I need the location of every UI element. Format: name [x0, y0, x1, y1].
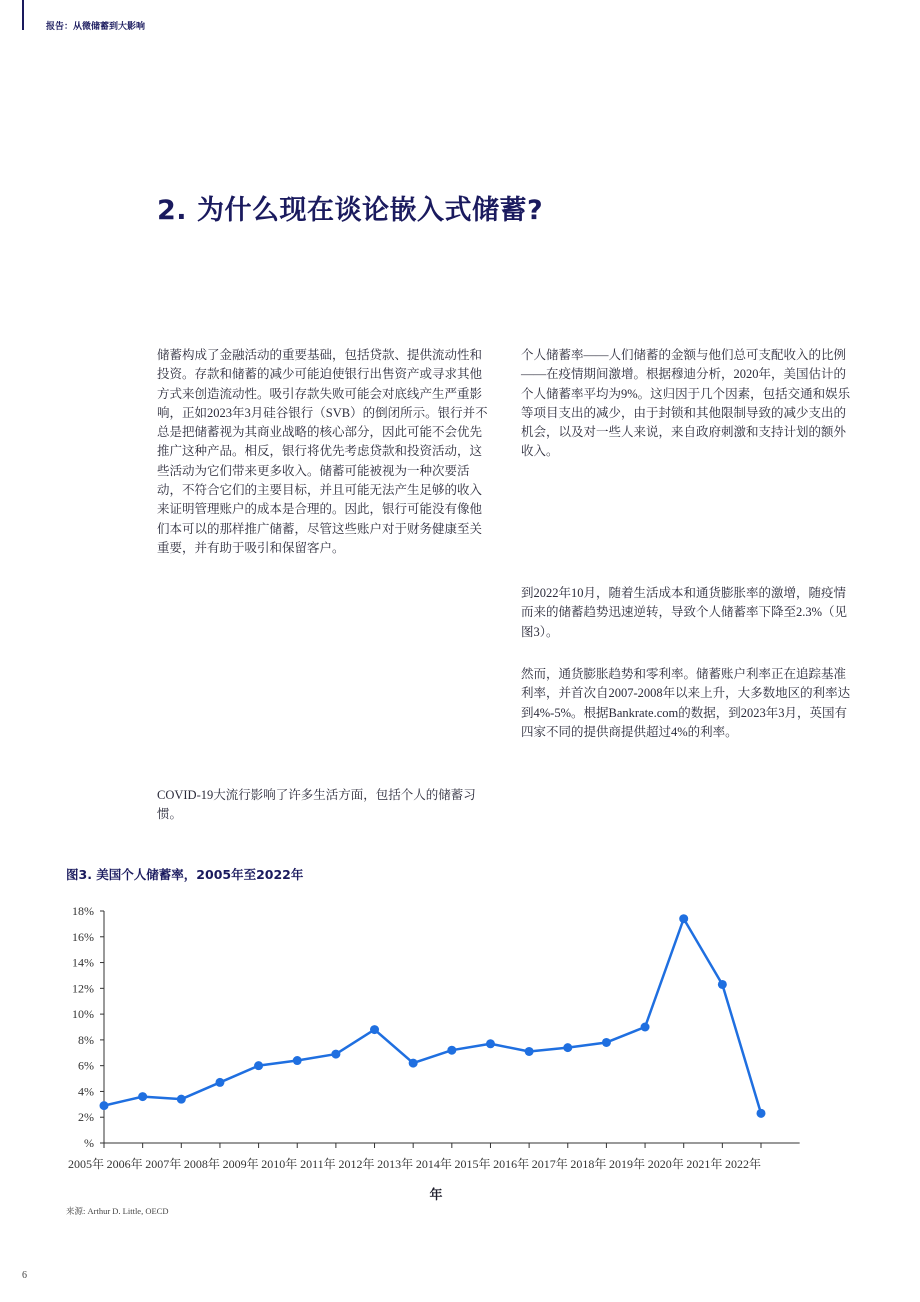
x-tick-label: 2022年 — [724, 1157, 762, 1171]
x-tick-label: 2007年 — [145, 1157, 182, 1171]
y-tick-label: 2% — [78, 1110, 94, 1125]
data-point — [215, 1078, 224, 1087]
y-tick-label: 16% — [72, 929, 94, 944]
data-point — [718, 980, 727, 989]
data-point — [525, 1047, 534, 1056]
y-tick-label: 6% — [78, 1058, 94, 1073]
x-tick-label: 2013年 — [377, 1157, 414, 1171]
report-header-title: 报告：从微储蓄到大影响 — [46, 22, 146, 32]
x-tick-label: 2015年 — [454, 1157, 491, 1171]
y-tick-label: % — [84, 1136, 94, 1150]
x-tick-label: 2012年 — [338, 1157, 375, 1171]
savings-rate-chart — [0, 895, 920, 1205]
data-point — [563, 1043, 572, 1052]
x-tick-label: 2014年 — [415, 1157, 452, 1171]
figure-source: 来源: Arthur D. Little, OECD — [66, 1206, 169, 1216]
data-point — [679, 914, 688, 923]
section-title: 2. 为什么现在谈论嵌入式储蓄? — [157, 195, 544, 226]
y-tick-label: 8% — [78, 1032, 94, 1047]
data-point — [254, 1061, 263, 1070]
data-point — [486, 1039, 495, 1048]
x-tick-label: 2018年 — [570, 1157, 607, 1171]
body-paragraph-left-1: 储蓄构成了金融活动的重要基础，包括贷款、提供流动性和投资。存款和储蓄的减少可能迫使银行出售资产或寻求其他方式来创造流动性。吸引存款失败可能会对底线产生严重影响，正如2023年3月硅谷银行（SVB）的倒闭所示。银行并不总是把储蓄视为其商业战略的核心部分，因此可能不会优先推广这种产品。相反，银行将优先考虑贷款和投资活动，这些活动为它们带来更多收入。储蓄可能被视为一种次要活动，不符合它们的主要目标，并且可能无法产生足够的收入来证明管理账户的成本是合理的。因此，银行可能没有像他们本可以的那样推广储蓄，尽管这些账户对于财务健康至关重要，并有助于吸引和保留客户。 — [157, 348, 488, 555]
body-paragraph-left-2: COVID-19大流行影响了许多生活方面，包括个人的储蓄习惯。 — [157, 788, 476, 822]
y-tick-label: 14% — [72, 955, 94, 970]
x-axis-title: 年 — [429, 1188, 443, 1203]
x-tick-label: 2016年 — [493, 1157, 530, 1171]
x-tick-label: 2006年 — [106, 1157, 143, 1171]
data-point — [641, 1023, 650, 1032]
x-tick-label: 2010年 — [261, 1157, 298, 1171]
data-point — [370, 1025, 379, 1034]
y-tick-label: 10% — [72, 1007, 94, 1022]
data-point — [602, 1038, 611, 1047]
data-point — [757, 1109, 766, 1118]
y-axis — [72, 904, 104, 1150]
x-tick-label: 2011年 — [300, 1157, 336, 1171]
data-point — [100, 1101, 109, 1110]
data-point — [138, 1092, 147, 1101]
y-tick-label: 4% — [78, 1084, 94, 1099]
body-paragraph-right-2: 到2022年10月，随着生活成本和通货膨胀率的激增，随疫情而来的储蓄趋势迅速逆转，导致个人储蓄率下降至2.3%（见图3）。 — [521, 586, 848, 639]
x-tick-label: 2009年 — [222, 1157, 259, 1171]
y-tick-label: 18% — [72, 904, 94, 918]
x-tick-label: 2019年 — [609, 1157, 646, 1171]
y-tick-label: 12% — [72, 981, 94, 996]
x-axis — [68, 1143, 800, 1171]
savings-rate-series — [100, 914, 766, 1118]
figure-title: 图3. 美国个人储蓄率，2005年至2022年 — [66, 867, 304, 882]
x-tick-label: 2005年 — [67, 1157, 105, 1171]
data-point — [447, 1046, 456, 1055]
data-point — [293, 1056, 302, 1065]
data-point — [177, 1095, 186, 1104]
header-accent-bar — [22, 0, 24, 30]
x-tick-label: 2020年 — [647, 1157, 684, 1171]
x-tick-label: 2008年 — [183, 1157, 220, 1171]
x-tick-label: 2017年 — [531, 1157, 568, 1171]
body-paragraph-right-3: 然而，通货膨胀趋势和零利率。储蓄账户利率正在追踪基准利率，并首次自2007-2008年以来上升，大多数地区的利率达到4%-5%。根据Bankrate.com的数据，到2023年3月，英国有四家不同的提供商提供超过4%的利率。 — [521, 667, 851, 739]
series-line — [104, 919, 761, 1114]
x-tick-label: 2021年 — [686, 1157, 723, 1171]
data-point — [409, 1059, 418, 1068]
page-number: 6 — [22, 1270, 27, 1281]
body-paragraph-right-1: 个人储蓄率——人们储蓄的金额与他们总可支配收入的比例——在疫情期间激增。根据穆迪分析，2020年，美国估计的个人储蓄率平均为9%。这归因于几个因素，包括交通和娱乐等项目支出的减少，由于封锁和其他限制导致的减少支出的机会，以及对一些人来说，来自政府刺激和支持计划的额外收入。 — [521, 348, 851, 459]
data-point — [331, 1050, 340, 1059]
